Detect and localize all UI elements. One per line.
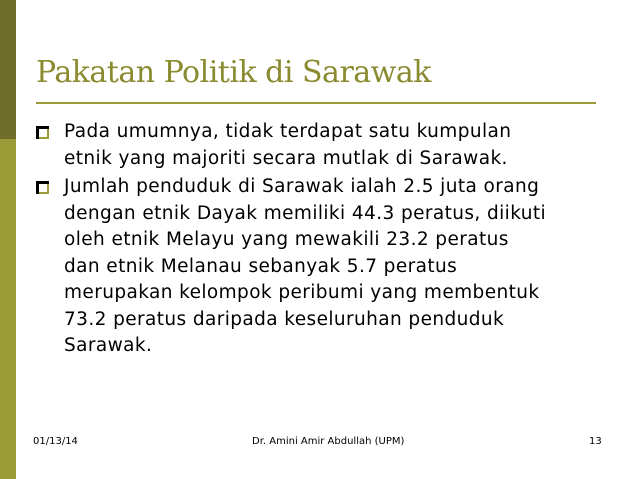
bullet-line: etnik yang majoriti secara mutlak di Sarawak.	[64, 147, 508, 169]
bullet-list	[36, 119, 616, 362]
footer-date: 01/13/14	[33, 436, 78, 447]
left-accent-bar-light	[0, 139, 16, 479]
bullet-line: oleh etnik Melayu yang mewakili 23.2 peratus	[64, 229, 509, 250]
footer-page-number: 13	[589, 436, 602, 447]
bullet-line: 73.2 peratus daripada keseluruhan penduduk	[64, 308, 505, 330]
square-bullet-icon	[36, 181, 49, 194]
bullet-line: Sarawak.	[64, 335, 153, 356]
bullet-item	[36, 174, 616, 360]
bullet-line: merupakan kelompok peribumi yang membentuk	[64, 282, 540, 303]
bullet-item	[36, 119, 616, 172]
bullet-line: dan etnik Melanau sebanyak 5.7 peratus	[64, 255, 458, 277]
footer-author: Dr. Amini Amir Abdullah (UPM)	[252, 436, 405, 447]
bullet-line: Jumlah penduduk di Sarawak ialah 2.5 juta orang	[64, 176, 540, 197]
bullet-line: dengan etnik Dayak memiliki 44.3 peratus, diikuti	[64, 202, 547, 224]
title-divider	[36, 102, 596, 104]
bullet-line: Pada umumnya, tidak terdapat satu kumpulan	[64, 121, 512, 142]
square-bullet-icon	[36, 126, 49, 139]
slide-title: Pakatan Politik di Sarawak	[36, 55, 431, 90]
left-accent-bar-dark	[0, 0, 16, 139]
